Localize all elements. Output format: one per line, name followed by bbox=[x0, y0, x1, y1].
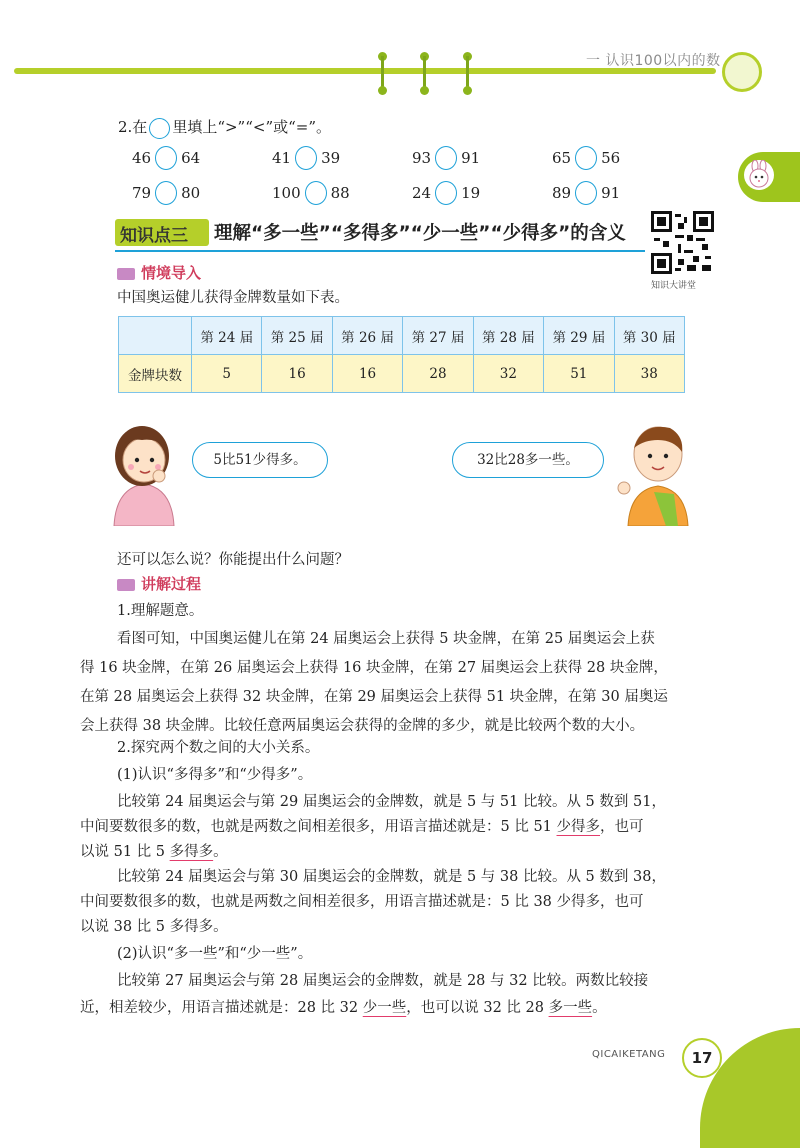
underlined-term: 多一些 bbox=[548, 1000, 593, 1016]
qr-caption: 知识大讲堂 bbox=[651, 281, 697, 291]
scenario-question: 还可以怎么说？你能提出什么问题？ bbox=[117, 552, 349, 568]
compare-item: 46 64 bbox=[132, 146, 200, 170]
section-label: 一 认识100以内的数 bbox=[586, 53, 721, 69]
table-cell: 38 bbox=[614, 355, 684, 393]
table-cell: 16 bbox=[332, 355, 402, 393]
table-row-label: 金牌块数 bbox=[119, 355, 192, 393]
table-row bbox=[119, 355, 685, 393]
title-underline bbox=[115, 250, 645, 252]
boy-illustration bbox=[614, 418, 696, 526]
compare-item: 41 39 bbox=[272, 146, 340, 170]
paragraph-line: 以说 51 比 5 多得多。 bbox=[80, 844, 228, 860]
question-2-prefix: 2.在 bbox=[118, 118, 148, 136]
table-header-cell: 第 26 届 bbox=[332, 317, 402, 355]
table-header-row bbox=[119, 317, 685, 355]
binder-pin-icon bbox=[377, 52, 387, 92]
answer-circle[interactable] bbox=[435, 181, 457, 205]
book-icon bbox=[117, 579, 135, 591]
compare-item: 93 91 bbox=[412, 146, 480, 170]
step1-title: 1.理解题意。 bbox=[117, 603, 204, 619]
paragraph-line: 在第 28 届奥运会上获得 32 块金牌，在第 29 届奥运会上获得 51 块金牌，在第 30 届奥运 bbox=[80, 689, 668, 705]
paragraph-line: 以说 38 比 5 多得多。 bbox=[80, 919, 228, 935]
underlined-term: 少得多 bbox=[556, 819, 601, 835]
table-cell: 5 bbox=[192, 355, 262, 393]
boy-speech-bubble: 32比28多一些。 bbox=[452, 442, 604, 478]
answer-circle[interactable] bbox=[305, 181, 327, 205]
table-corner-cell bbox=[119, 317, 192, 355]
paragraph-line: 中间要数很多的数，也就是两数之间相差很多，用语言描述就是：5 比 38 少得多，也可 bbox=[80, 894, 644, 910]
paragraph-line: 比较第 24 届奥运会与第 30 届奥运会的金牌数，就是 5 与 38 比较。从 5 数到 38， bbox=[117, 869, 666, 885]
compare-item: 100 88 bbox=[272, 181, 350, 205]
paragraph-line: 近，相差较少，用语言描述就是：28 比 32 少一些，也可以说 32 比 28 多一些。 bbox=[80, 1000, 607, 1016]
answer-circle[interactable] bbox=[575, 146, 597, 170]
table-header-cell: 第 29 届 bbox=[544, 317, 614, 355]
paragraph-line: 得 16 块金牌，在第 26 届奥运会上获得 16 块金牌，在第 27 届奥运会上获得 28 块金牌， bbox=[80, 660, 668, 676]
binder-pin-icon bbox=[419, 52, 429, 92]
table-header-cell: 第 25 届 bbox=[262, 317, 332, 355]
underlined-term: 多得多 bbox=[169, 844, 214, 860]
answer-circle[interactable] bbox=[575, 181, 597, 205]
answer-circle[interactable] bbox=[155, 146, 177, 170]
compare-item: 65 56 bbox=[552, 146, 620, 170]
table-cell: 32 bbox=[473, 355, 543, 393]
explanation-heading: 讲解过程 bbox=[117, 573, 201, 594]
compare-item: 89 91 bbox=[552, 181, 620, 205]
medal-table bbox=[118, 316, 685, 393]
table-header-cell: 第 28 届 bbox=[473, 317, 543, 355]
paragraph-line: 中间要数很多的数，也就是两数之间相差很多，用语言描述就是：5 比 51 少得多，也可 bbox=[80, 819, 644, 835]
paragraph-line: 会上获得 38 块金牌。比较任意两届奥运会获得的金牌的多少，就是比较两个数的大小。 bbox=[80, 718, 645, 734]
footer-brand: QICAIKETANG bbox=[592, 1049, 666, 1060]
book-icon bbox=[117, 268, 135, 280]
underlined-term: 少一些 bbox=[362, 1000, 407, 1016]
compare-item: 79 80 bbox=[132, 181, 200, 205]
header-mascot-icon bbox=[722, 52, 762, 92]
table-header-cell: 第 27 届 bbox=[403, 317, 473, 355]
table-cell: 51 bbox=[544, 355, 614, 393]
knowledge-point-label: 知识点三 bbox=[120, 226, 188, 246]
compare-item: 24 19 bbox=[412, 181, 480, 205]
paragraph-line: 看图可知，中国奥运健儿在第 24 届奥运会上获得 5 块金牌，在第 25 届奥运会上获 bbox=[117, 631, 655, 647]
blank-circle-icon bbox=[149, 118, 170, 139]
paragraph-line: 比较第 24 届奥运会与第 29 届奥运会的金牌数，就是 5 与 51 比较。从 5 数到 51， bbox=[117, 794, 666, 810]
girl-speech-bubble: 5比51少得多。 bbox=[192, 442, 328, 478]
knowledge-point-title: 理解“多一些”“多得多”“少一些”“少得多”的含义 bbox=[214, 223, 626, 244]
question-2-instruction: 里填上“>”“<”或“=”。 bbox=[172, 118, 332, 136]
answer-circle[interactable] bbox=[435, 146, 457, 170]
subsection-2-title: (2)认识“多一些”和“少一些”。 bbox=[117, 946, 313, 962]
table-cell: 28 bbox=[403, 355, 473, 393]
scenario-heading: 情境导入 bbox=[117, 262, 201, 283]
binder-pin-icon bbox=[462, 52, 472, 92]
subsection-1-title: (1)认识“多得多”和“少得多”。 bbox=[117, 767, 313, 783]
table-header-cell: 第 30 届 bbox=[614, 317, 684, 355]
step2-title: 2.探究两个数之间的大小关系。 bbox=[117, 740, 320, 756]
answer-circle[interactable] bbox=[295, 146, 317, 170]
qr-code-icon[interactable] bbox=[651, 211, 714, 274]
paragraph-line: 比较第 27 届奥运会与第 28 届奥运会的金牌数，就是 28 与 32 比较。两数比较接 bbox=[117, 973, 649, 989]
table-header-cell: 第 24 届 bbox=[192, 317, 262, 355]
bunny-icon bbox=[744, 160, 774, 190]
page-number: 17 bbox=[682, 1038, 722, 1078]
scenario-intro: 中国奥运健儿获得金牌数量如下表。 bbox=[117, 290, 349, 306]
table-cell: 16 bbox=[262, 355, 332, 393]
girl-illustration bbox=[104, 418, 184, 526]
question-2-title bbox=[118, 116, 331, 139]
answer-circle[interactable] bbox=[155, 181, 177, 205]
